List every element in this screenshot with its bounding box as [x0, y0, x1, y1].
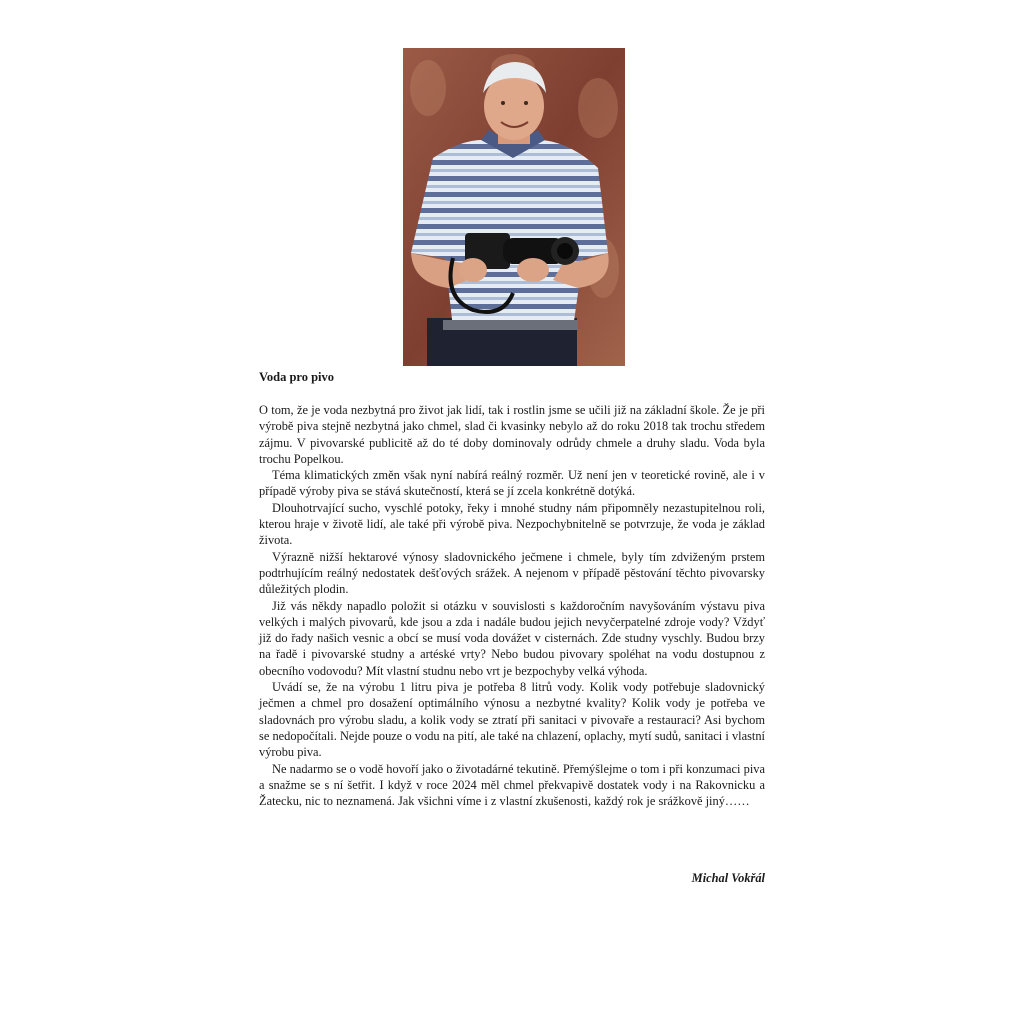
author-signature: Michal Vokřál: [691, 871, 765, 885]
paragraph: Dlouhotrvající sucho, vyschlé potoky, řeky i mnohé studny nám připomněly nezastupitelnou roli, kterou hraje v životě lidí, ale také při výrobě piva. Nezpochybnitelně se potvrzuje, že voda je základ života.: [259, 500, 765, 548]
article-body: [259, 402, 765, 809]
paragraph: Téma klimatických změn však nyní nabírá reálný rozměr. Už není jen v teoretické rovině, ale i v případě výroby piva se stává skutečností, která se jí zcela konkrétně dotýká.: [259, 468, 765, 499]
paragraph: Výrazně nižší hektarové výnosy sladovnického ječmene i chmele, byly tím zdviženým prstem podtrhujícím reálný nedostatek dešťových srážek. A nejenom v případě pěstování těchto pivovarsky důležitých plodin.: [259, 549, 765, 597]
author-photo: [403, 48, 625, 366]
paragraph: Uvádí se, že na výrobu 1 litru piva je potřeba 8 litrů vody. Kolik vody potřebuje sladovnický ječmen a chmel pro dosažení optimálního výnosu a nezbytné kvality? Kolik vody je potřeba ve sladovnách pro výrobu sladu, a kolik vody se ztratí při sanitaci v pivovaře a restauraci? Asi bychom se nedopočítali. Nejde pouze o vodu na pití, ale také na chlazení, oplachy, mytí sudů, sanitaci i vlastní výrobu piva.: [259, 680, 765, 760]
paragraph: Ne nadarmo se o vodě hovoří jako o životadárné tekutině. Přemýšlejme o tom i při konzumaci piva a snažme se s ní šetřit. I když v roce 2024 měl chmel překvapivě dostatek vody i na Rakovnicku a Žatecku, nic to neznamená. Jak všichni víme i z vlastní zkušenosti, každý rok je srážkově jiný……: [259, 761, 765, 809]
paragraph: O tom, že je voda nezbytná pro život jak lidí, tak i rostlin jsme se učili již na základní škole. Že je při výrobě piva stejně nezbytná jako chmel, slad či kvasinky nebylo až do roku 2018 tak trochu středem zájmu. V pivovarské publicitě až do té doby dominovaly odrůdy chmele a druhy sladu. Voda byla trochu Popelkou.: [259, 403, 765, 466]
paragraph: Již vás někdy napadlo položit si otázku v souvislosti s každoročním navyšováním výstavu piva velkých i malých pivovarů, kde jsou a zda i nadále budou jejich nevyčerpatelné zdroje vody? Vždyť již do řady našich vesnic a obcí se musí voda dovážet v cisternách. Zde studny vyschly. Budou brzy na řadě i pivovarské studny a artéské vrty? Nebo budou pivovary spoléhat na vodu dostupnou z obecního vodovodu? Mít vlastní studnu nebo vrt je bezpochyby velká výhoda.: [259, 598, 765, 678]
article-title: Voda pro pivo: [259, 370, 335, 384]
portrait-photo-icon: [403, 48, 625, 366]
